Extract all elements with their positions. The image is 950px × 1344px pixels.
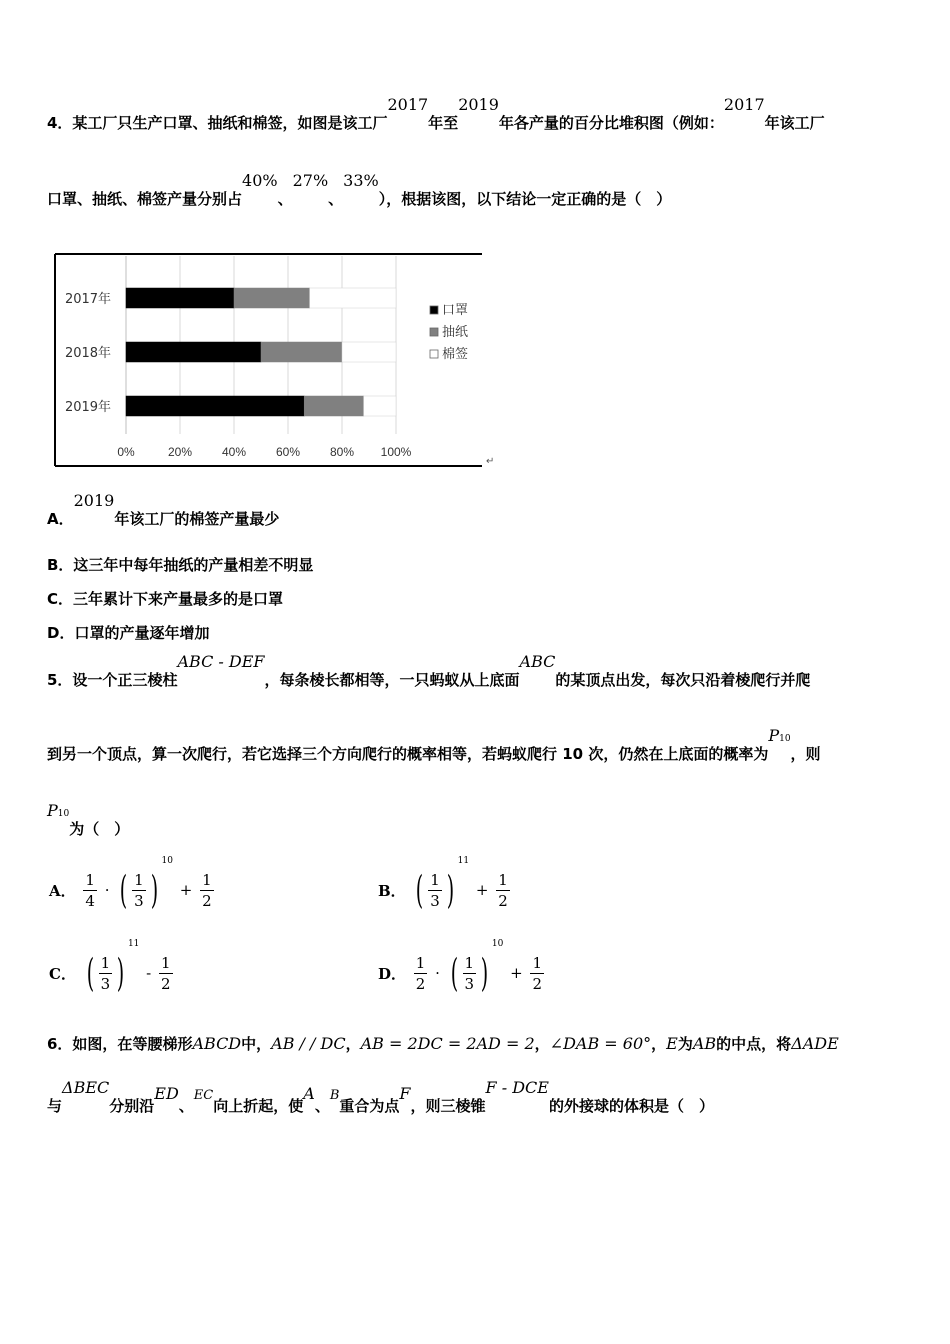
denominator: 2 (202, 891, 212, 910)
q4-percent-mask: 40% (242, 171, 278, 190)
left-paren: ( (120, 868, 128, 912)
legend-label: 抽纸 (442, 325, 469, 340)
q5-line-1 (47, 652, 811, 690)
q6-text: 、 (314, 1097, 330, 1115)
bar-segment-抽纸 (261, 342, 342, 362)
q6-text: ，则三棱锥 (410, 1097, 486, 1115)
q4-line-1 (47, 95, 825, 133)
numerator: 1 (100, 953, 111, 972)
p-subscript: 10 (57, 809, 70, 819)
q6-line-1 (47, 1033, 839, 1054)
q6-line-2 (47, 1078, 714, 1116)
left-paren: ( (86, 951, 94, 995)
q4-percent-swab: 33% (343, 171, 379, 190)
x-tick-label: 100% (380, 445, 412, 459)
legend-swatch (430, 350, 438, 358)
option-label: A． (47, 510, 74, 528)
numerator: 1 (430, 870, 440, 889)
numerator: 1 (498, 870, 508, 889)
q6-text: 、 (178, 1097, 194, 1115)
q4-option-d: D．口罩的产量逐年增加 (47, 624, 210, 642)
q5-option-c (47, 939, 174, 995)
legend-label: 棉签 (442, 347, 469, 362)
q4-text: 、 (328, 190, 344, 208)
exponent: 10 (161, 856, 173, 866)
q5-p10 (768, 726, 790, 745)
fraction-1-2 (414, 953, 428, 994)
q6-math: ED (154, 1084, 179, 1103)
x-tick-label: 0% (117, 445, 135, 459)
x-tick-label: 40% (221, 445, 247, 459)
right-paren: ) (446, 868, 454, 912)
numerator: 1 (464, 953, 475, 972)
q6-text: 中， (241, 1035, 272, 1053)
q4-text: 、 (277, 190, 293, 208)
fraction-1-2 (200, 870, 214, 911)
denominator: 4 (85, 891, 95, 910)
q6-text: 为 (677, 1035, 693, 1053)
fraction-1-2 (159, 953, 173, 994)
q6-text: 重合为点 (339, 1097, 400, 1115)
x-tick-label: 20% (167, 445, 193, 459)
exponent: 11 (457, 856, 470, 866)
q6-text: ， (345, 1035, 361, 1053)
q6-math: ∠DAB = 60° (549, 1034, 652, 1053)
q6-math: AB (692, 1034, 717, 1053)
q5-option-a (47, 856, 215, 912)
q6-text: 的外接球的体积是（ ） (548, 1097, 714, 1115)
q6-math: F (399, 1084, 411, 1103)
q5-text: 为（ ） (69, 820, 130, 838)
plus-operator: + (179, 881, 193, 899)
q4-option-b: B．这三年中每年抽纸的产量相差不明显 (47, 556, 314, 574)
q5-text: 的某顶点出发，每次只沿着棱爬行并爬 (555, 671, 811, 689)
return-mark: ↵ (486, 456, 495, 467)
exponent: 10 (491, 939, 504, 949)
q5-line-2 (47, 726, 821, 764)
q6-math: ΔADE (791, 1034, 839, 1053)
denominator: 3 (100, 974, 111, 993)
q6-math: AB = 2DC = 2AD = 2 (360, 1034, 535, 1053)
q5-prism-name: ABC - DEF (177, 652, 265, 671)
bar-segment-棉签 (364, 396, 396, 416)
denominator: 2 (532, 974, 543, 993)
q4-year-start: 2017 (387, 95, 429, 114)
q4-option-a (47, 491, 280, 529)
exponent: 11 (127, 939, 140, 949)
bar-segment-棉签 (310, 288, 396, 308)
q6-math: F - DCE (485, 1078, 549, 1097)
q6-math: AB / / DC (271, 1034, 346, 1053)
q4-text: 年各产量的百分比堆积图（例如： (498, 114, 724, 132)
fraction-1-4 (83, 870, 97, 911)
bar-segment-抽纸 (304, 396, 363, 416)
bar-segment-口罩 (126, 342, 261, 362)
denominator: 3 (134, 891, 144, 910)
q6-math: A (303, 1084, 315, 1103)
p-symbol: P (768, 726, 780, 745)
q6-math: EC (193, 1088, 214, 1103)
q6-text: 分别沿 (109, 1097, 155, 1115)
fraction-1-3 (428, 870, 442, 911)
q5-p10 (47, 801, 69, 820)
legend-label: 口罩 (442, 303, 469, 318)
legend-swatch (430, 306, 438, 314)
bar-segment-抽纸 (234, 288, 310, 308)
q4-text: 口罩、抽纸、棉签产量分别占 (47, 190, 243, 208)
left-paren: ( (450, 951, 458, 995)
fraction-1-2 (530, 953, 544, 994)
right-paren: ) (116, 951, 125, 995)
q4-year-example: 2017 (723, 95, 765, 114)
fraction-1-3 (463, 953, 477, 994)
denominator: 3 (430, 891, 440, 910)
q6-text: ， (651, 1035, 667, 1053)
legend-swatch (430, 328, 438, 336)
numerator: 1 (161, 953, 171, 972)
q5-text: 5．设一个正三棱柱 (47, 671, 178, 689)
numerator: 1 (85, 870, 95, 889)
q5-line-3 (47, 801, 130, 839)
q6-text: 6．如图，在等腰梯形 (47, 1035, 193, 1053)
denominator: 2 (161, 974, 171, 993)
q6-text: ， (534, 1035, 550, 1053)
fraction-1-3 (99, 953, 113, 994)
fraction-1-2 (496, 870, 510, 911)
q6-math: B (329, 1088, 340, 1103)
q5-top-face: ABC (519, 652, 556, 671)
option-label: A． (49, 881, 76, 900)
q5-text: ，每条棱长都相等，一只蚂蚁从上底面 (264, 671, 520, 689)
q4-year-end: 2019 (458, 95, 499, 114)
denominator: 3 (464, 974, 475, 993)
q5-text: 到另一个顶点，算一次爬行，若它选择三个方向爬行的概率相等，若蚂蚁爬行 10 次，仍然在上底面的概率为 (47, 745, 769, 763)
fraction-1-3 (132, 870, 146, 911)
bar-segment-口罩 (126, 288, 234, 308)
q6-text: 的中点，将 (716, 1035, 792, 1053)
left-paren: ( (416, 868, 424, 912)
bar-segment-口罩 (126, 396, 304, 416)
q6-text: 向上折起，使 (213, 1097, 304, 1115)
q6-text: 与 (47, 1097, 63, 1115)
option-label: B． (378, 881, 406, 900)
right-paren: ) (480, 951, 489, 995)
denominator: 2 (415, 974, 426, 993)
option-label: C． (49, 964, 76, 983)
q4-text: 4．某工厂只生产口罩、抽纸和棉签，如图是该工厂 (47, 114, 388, 132)
q5-option-d (376, 939, 545, 995)
category-label: 2018年 (64, 346, 112, 361)
q4-line-2 (47, 171, 672, 209)
p-subscript: 10 (779, 734, 791, 744)
q6-math: E (666, 1034, 678, 1053)
dot-operator: · (435, 964, 440, 982)
q4-option-c: C．三年累计下来产量最多的是口罩 (47, 590, 284, 608)
dot-operator: · (104, 881, 110, 899)
numerator: 1 (532, 953, 543, 972)
stacked-percent-bar-chart (54, 252, 494, 472)
q4-text: ），根据该图，以下结论一定正确的是（ ） (378, 190, 672, 208)
q4-text: 年该工厂 (764, 114, 825, 132)
q4-text: 年至 (428, 114, 459, 132)
q5-text: ，则 (790, 745, 821, 763)
p-symbol: P (47, 801, 58, 820)
minus-operator: - (146, 964, 152, 982)
right-paren: ) (150, 868, 158, 912)
denominator: 2 (498, 891, 508, 910)
bar-segment-棉签 (342, 342, 396, 362)
option-label: D． (378, 964, 407, 983)
option-text: 年该工厂的棉签产量最少 (114, 510, 280, 528)
q6-math: ABCD (192, 1034, 242, 1053)
numerator: 1 (202, 870, 212, 889)
q5-option-b (376, 856, 511, 912)
plus-operator: + (475, 881, 489, 899)
x-tick-label: 80% (329, 445, 355, 459)
x-tick-label: 60% (275, 445, 301, 459)
numerator: 1 (134, 870, 144, 889)
plus-operator: + (510, 964, 523, 982)
category-label: 2019年 (64, 400, 112, 415)
q4-percent-tissue: 27% (292, 171, 329, 190)
q4-option-a-year: 2019 (73, 491, 115, 510)
category-label: 2017年 (64, 292, 112, 307)
numerator: 1 (415, 953, 426, 972)
q6-math: ΔBEC (62, 1078, 110, 1097)
